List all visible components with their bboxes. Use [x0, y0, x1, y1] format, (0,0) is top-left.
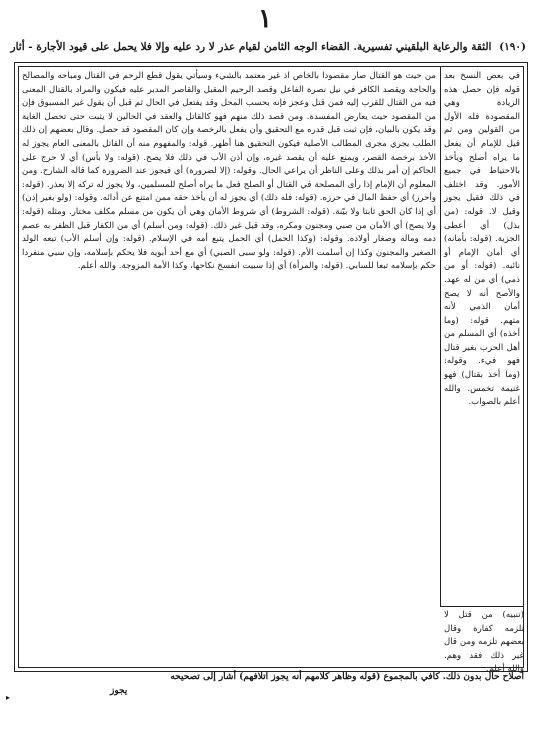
column-divider: [440, 66, 441, 606]
corner-mark: ١: [258, 4, 272, 34]
running-header: [6, 36, 530, 58]
margin-commentary: في بعض النسخ بعد قوله فإن حصل هذه الزيادة وهي المقصودة فله الأول من القولين ومن ثم قيل للإمام أن يفعل ما يراه أصلح ويأخذ بالاحتياط في جميع الأمور. وقد اختلف في ذلك فقيل يجوز وقيل لا. قوله: (من بذل) أي أعطى الجزية. (قوله: بأمانه) أي أمان الإمام أو نائبه. (قوله: أو من ذمي) أي من له عهد. والأصح أنه لا يصح أمان الذمي لأنه متهم. قوله: (وما أخذه) أي المسلم من أهل الحرب بغير قتال فهو فيء. وقوله: (وما أخذ بقتال) فهو غنيمة تخمس. والله أعلم بالصواب.: [444, 71, 520, 408]
running-title: الثقة والرعاية البلقيني تفسيرية. القضاء الوجه الثامن لقيام عذر لا رد عليه وإلا فلا يحمل على قيود الأجارة - أثار: [10, 41, 492, 53]
main-text-block: من حيث هو القتال صار مقصودا بالخاص اذ غير معتمد بالشيء وسيأتي يقول قطع الرحم في القتال ومباحه والمصالح والحاجة ويقصد الكافر في نيل نصرة الفاعل وقصد الرحيم المقبل والقاصر المدبر عليه فيكون والمراد بالقتال المعنى فيه من القتال للقرب إليه فمن قتل وعجز فإنه بحسب المحل وقد يفتعل في الحال ثم قبل أن يقول غير المسبوق فإن من المقصود حيث يعارض المفسدة. ومن قصد ذلك منهم فهو كالقاتل والعقد في الحالين لا يثبت حتى تحصل الغاية وقد يكون بالبيان، فإن ثبت قبل قدره مع التحقيق وأن يفعل بالرخصة وإن كان المقصود قد حصل. وقال بعضهم إن ذلك الطلب يجري مجرى المطالب الأصلية فيكون التحقيق هنا أظهر. قوله: والمفهوم منه أن القاتل بالمعنى العام يجوز له الأخذ برخصة القصر، ويمنع عليه أن يقصد غيره، وإن أذن الأب في ذلك فلا يصح. (قوله: ولا بأس) أي لا حرج على الحاكم إن أمر بذلك وعلى الناظر أن يراعي الحال. وقوله: (إلا لضرورة) أي فيجوز عند الضرورة كما قاله الشارح. ومن المعلوم أن الإمام إذا رأى المصلحة في القتال أو الصلح فعل ما يراه أصلح للمسلمين، ولا يجوز له تركه إلا بعذر. (قوله: وأحرز) أي حفظ المال في حرزه. (قوله: فله ذلك) أي يجوز له أن يأخذ حقه ممن امتنع عن أدائه. وقوله: (ولو بغير إذن) أي إذا كان الحق ثابتا ولا بيّنة. (قوله: الشروط) أي شروط الأمان وهي أن يكون من مسلم مكلف مختار. ومثله (قوله: ولا يصح) أي الأمان من صبي ومجنون ومكره، وقد قيل غير ذلك. (قوله: ومن أسلم) أي من الكفار قبل الظفر به عصم دمه وماله وصغار أولاده. وقوله: (وكذا الحمل) أي الحمل يتبع أمه في الإسلام. (قوله: وإن أسلم الأب) تبعه الولد الصغير والمجنون وكذا إن أسلمت الأم. (قوله: ولو سبى الصبي) أي مع أحد أبويه فلا يحكم بإسلامه، وإن سبي منفردا حكم بإسلامه تبعا للسابي. (قوله: والمرأة) أي إذا سبيت انفسخ نكاحها، وكذا الأمة المزوجة. والله أعلم.: [22, 71, 436, 272]
footer-note: اصلاح حال بدون ذلك. كافي بالمجموع (قوله وظاهر كلامهم أنه يجوز اتلافهم) أشار إلى تصحيحه: [170, 672, 524, 682]
page-number: (١٩٠): [499, 41, 526, 53]
margin-bottom-note: (تنبيه) من قتل لا تلزمه كفارة وقال بعضهم تلزمه ومن قال غير ذلك فقد وهم. والله أعلم.: [444, 610, 524, 675]
catchword: يجوز: [110, 686, 128, 696]
margin-separator: [440, 606, 524, 607]
arrow-mark: ▸: [6, 693, 11, 702]
